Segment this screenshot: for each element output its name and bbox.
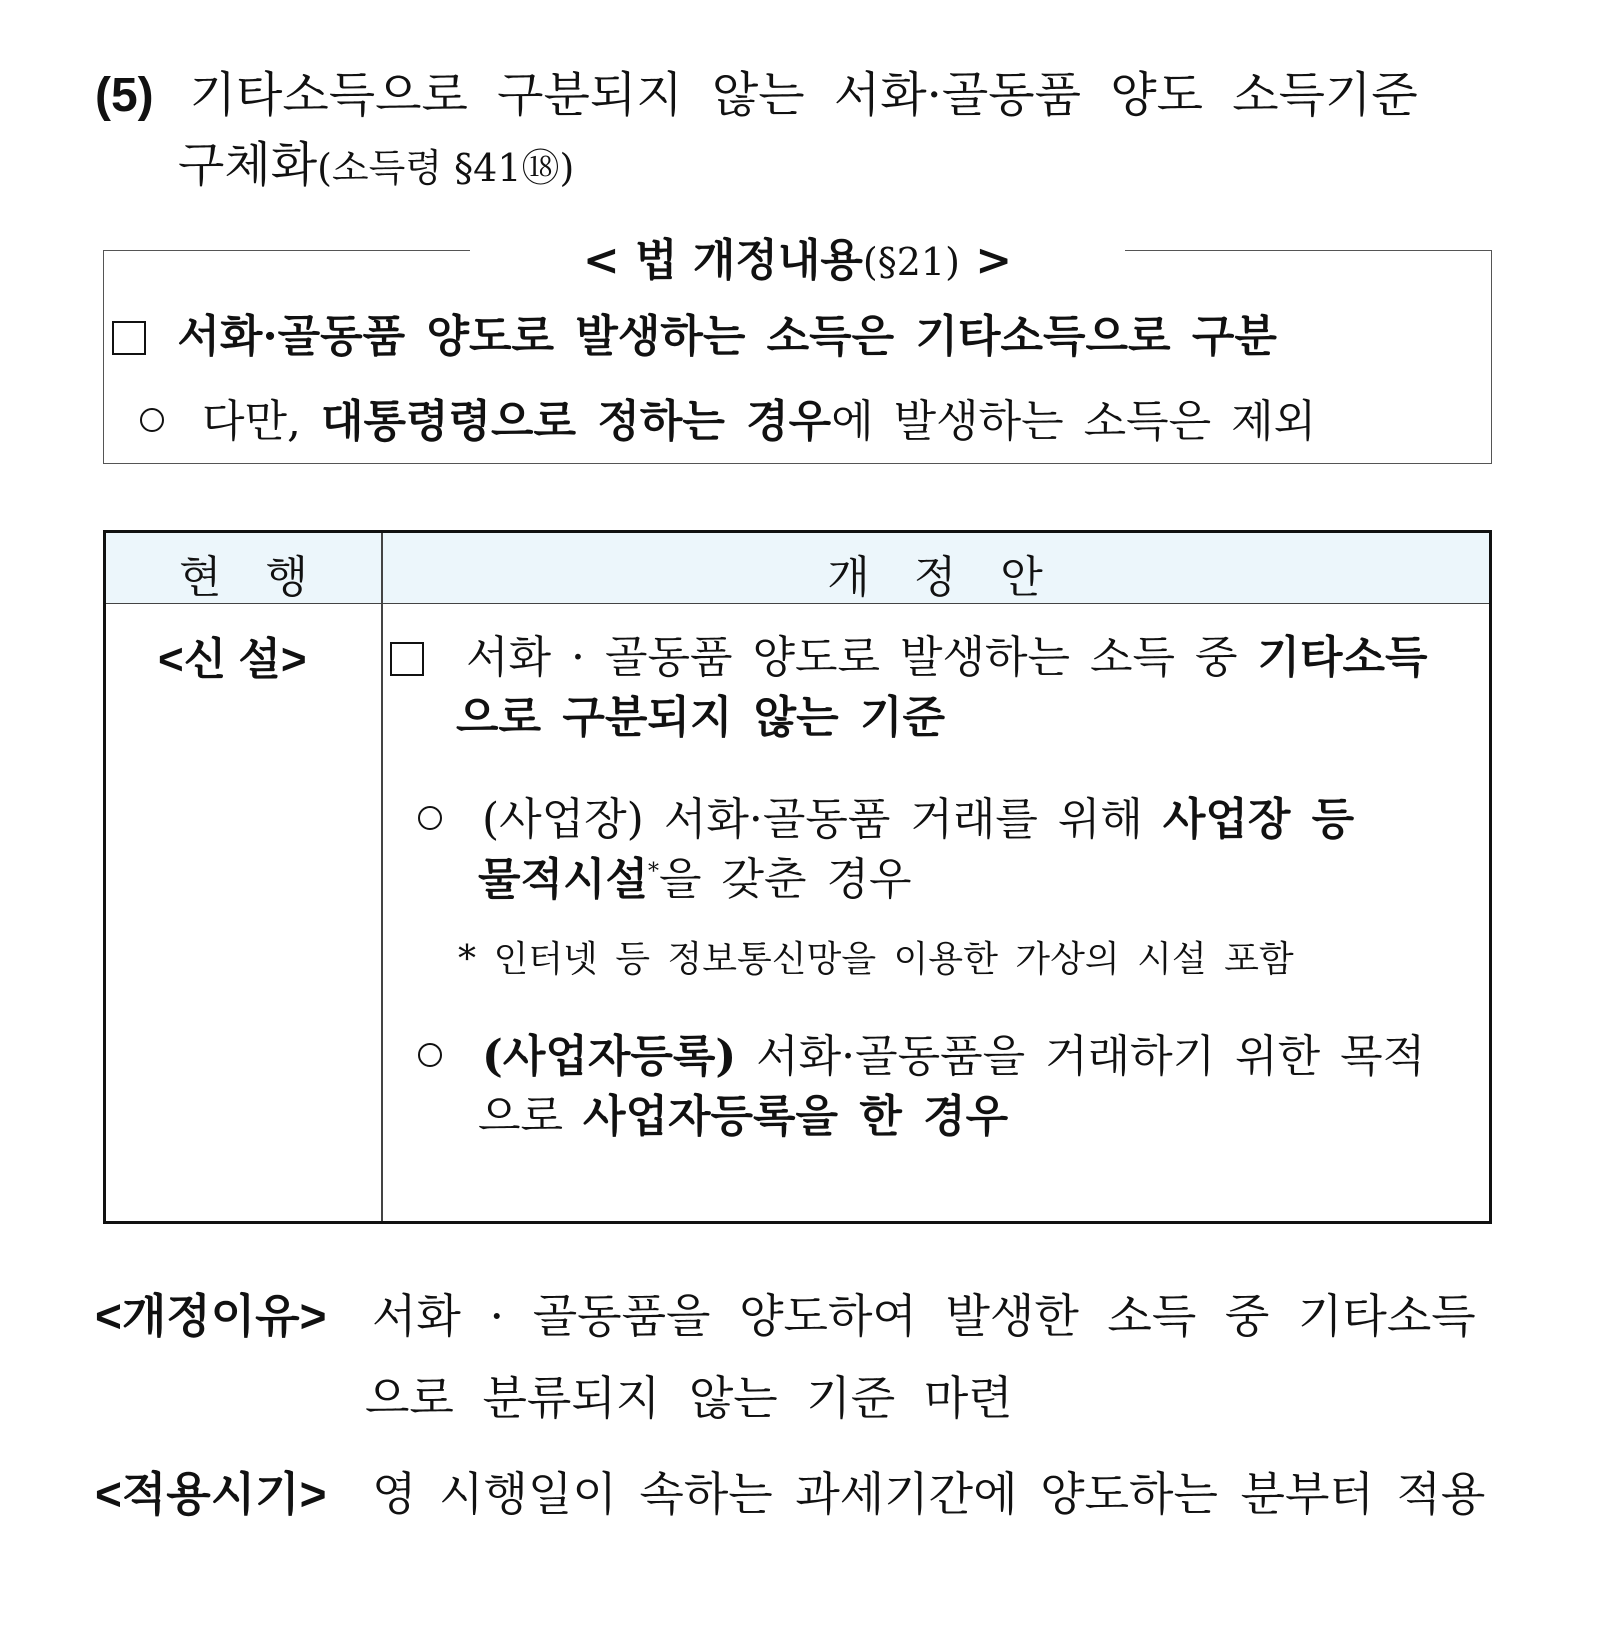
- header-current: 현행: [178, 552, 352, 603]
- reason-label: <개정이유>: [95, 1290, 327, 1342]
- reason-line2: 으로 분류되지 않는 기준 마련: [365, 1371, 1013, 1425]
- timing-label: <적용시기>: [95, 1468, 327, 1520]
- section-title-line1: [95, 56, 1418, 125]
- bullet-circle-icon: [140, 408, 164, 432]
- law-box-line2: [140, 385, 1316, 449]
- revised-item1-line2-post: 을 갖춘 경우: [659, 854, 912, 905]
- revised-main-line1-bold: 기타소득: [1257, 632, 1428, 683]
- footnote-marker: *: [648, 859, 660, 885]
- section-title-ref: (소득령 §41⑱): [317, 146, 575, 190]
- section-title-line2: [178, 126, 574, 195]
- timing-text: 영 시행일이 속하는 과세기간에 양도하는 분부터 적용: [372, 1467, 1486, 1521]
- current-cell-text: <신 설>: [158, 635, 307, 684]
- revised-main-line2: 으로 구분되지 않는 기준: [456, 692, 945, 743]
- revised-item1-line1-pre: (사업장) 서화·골동품 거래를 위해: [482, 794, 1163, 845]
- section-number: (5): [95, 69, 154, 122]
- law-heading-ref: (§21): [862, 240, 960, 284]
- comparison-table: [103, 530, 1492, 1224]
- reason-line1: 서화 · 골동품을 양도하여 발생한 소득 중 기타소득: [372, 1289, 1476, 1343]
- header-revised: 개정안: [827, 552, 1087, 603]
- revised-item1-line2: [478, 843, 912, 907]
- bullet-circle-icon: [418, 806, 442, 830]
- revised-item1-note: * 인터넷 등 정보통신망을 이용한 가상의 시설 포함: [458, 939, 1294, 980]
- law-box-line2-bold: 대통령령으로 정하는 경우: [320, 396, 832, 447]
- revised-item2-line2: [478, 1080, 1008, 1144]
- column-divider: [381, 533, 383, 1221]
- section-title-main: 구체화: [178, 137, 318, 193]
- law-heading-suffix: >: [959, 235, 1013, 286]
- revised-item2-line2-bold: 사업자등록을 한 경우: [583, 1091, 1009, 1142]
- revised-item2-line1-bold: (사업자등록): [482, 1031, 737, 1082]
- revised-item2-line1-post: 서화·골동품을 거래하기 위한 목적: [736, 1031, 1426, 1082]
- revised-main-line1: [390, 621, 1427, 685]
- table-header-row: [106, 533, 1489, 604]
- revised-item1-line1-bold: 사업장 등: [1162, 794, 1355, 845]
- revised-item2-line2-pre: 으로: [478, 1091, 583, 1142]
- revised-item2-line1: [418, 1020, 1425, 1084]
- checkbox-square-icon: [112, 321, 146, 355]
- law-box-line2-post: 에 발생하는 소득은 제외: [831, 396, 1317, 447]
- law-box-line1: [112, 300, 1277, 364]
- law-box-line2-pre: 다만,: [202, 396, 321, 447]
- bullet-circle-icon: [418, 1043, 442, 1067]
- law-revision-heading: [470, 224, 1125, 288]
- revised-item1-line1: [418, 783, 1354, 847]
- section-title-text: 기타소득으로 구분되지 않는 서화·골동품 양도 소득기준: [189, 67, 1418, 123]
- revised-main-line1-pre: 서화 · 골동품 양도로 발생하는 소득 중: [466, 632, 1258, 683]
- law-heading-prefix: < 법 개정내용: [582, 235, 863, 286]
- law-box-line1-text: 서화·골동품 양도로 발생하는 소득은 기타소득으로 구분: [177, 311, 1277, 362]
- revised-item1-line2-bold: 물적시설: [478, 854, 649, 905]
- checkbox-square-icon: [390, 642, 424, 676]
